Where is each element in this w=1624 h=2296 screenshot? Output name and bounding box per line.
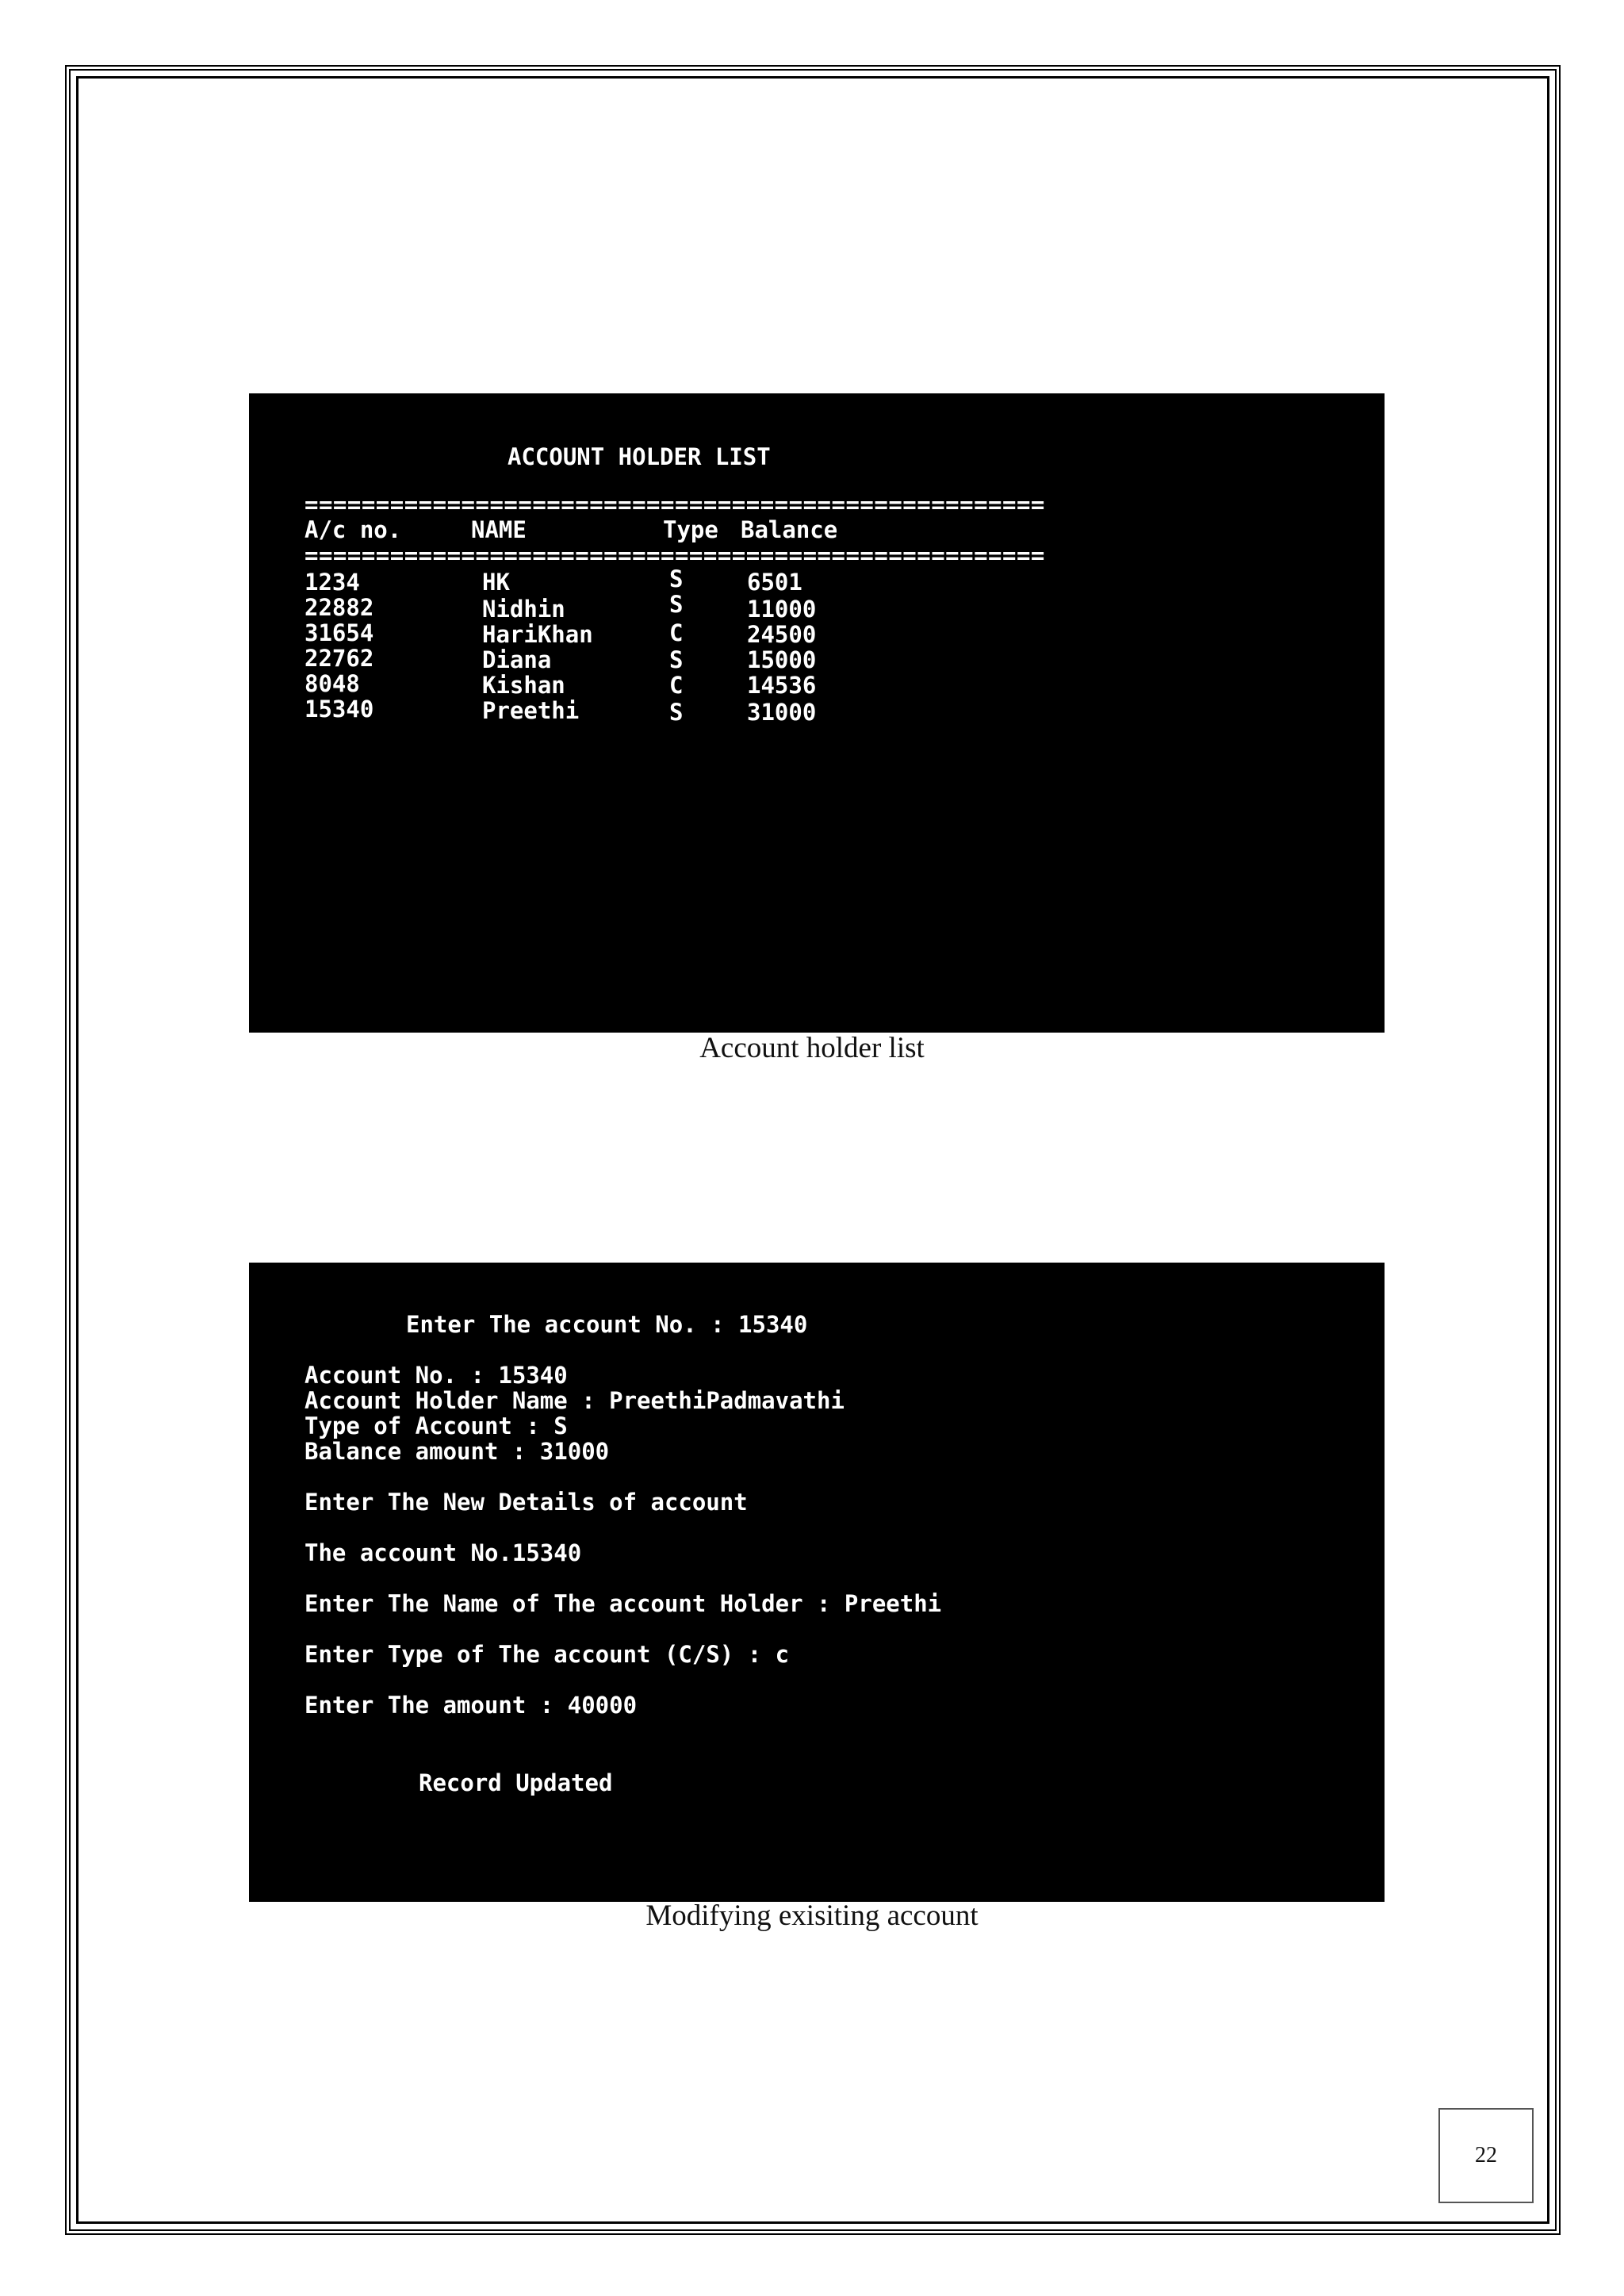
row-name: Kishan [482,672,565,699]
row-balance: 11000 [747,596,817,623]
row-type: S [669,699,684,726]
page-number [1438,2108,1534,2203]
account-holder-list-screenshot [249,393,1385,1033]
list-title: ACCOUNT HOLDER LIST [508,443,771,470]
row-acno: 31654 [304,619,374,646]
row-acno: 1234 [304,569,360,596]
row-type: C [669,672,684,699]
row-name: HariKhan [482,621,593,648]
row-balance: 31000 [747,699,817,726]
row-balance: 14536 [747,672,817,699]
console-line: Account No. : 15340 [304,1362,568,1389]
console-line: Record Updated [419,1769,613,1796]
modify-account-screenshot [249,1263,1385,1902]
console-line: Enter The Name of The account Holder : Preethi [304,1590,942,1617]
console-line: Account Holder Name : PreethiPadmavathi [304,1387,845,1414]
console-line: Enter The amount : 40000 [304,1692,638,1719]
row-name: Nidhin [482,596,565,623]
header-acno: A/c no. [304,516,402,543]
header-balance: Balance [741,516,838,543]
header-name: NAME [471,516,527,543]
console-line: Balance amount : 31000 [304,1438,610,1465]
row-name: HK [482,569,510,596]
row-name: Preethi [482,697,580,724]
row-acno: 15340 [304,696,374,723]
caption-modifying-account: Modifying exisiting account [645,1899,979,1932]
row-balance: 24500 [747,621,817,648]
row-type: C [669,619,684,646]
row-acno: 8048 [304,670,360,697]
row-type: S [669,591,684,618]
console-line: Type of Account : S [304,1412,568,1439]
page-number-text: 22 [1475,2143,1497,2168]
console-line: Enter The account No. : 15340 [406,1311,808,1338]
separator-bottom: ==================================================== [304,542,1045,569]
row-balance: 15000 [747,646,817,673]
console-line: Enter The New Details of account [304,1489,748,1516]
row-acno: 22882 [304,594,374,621]
row-balance: 6501 [747,569,802,596]
console-line: The account No.15340 [304,1539,582,1566]
row-name: Diana [482,646,552,673]
console-line: Enter Type of The account (C/S) : c [304,1641,790,1668]
row-type: S [669,646,684,673]
separator-top: ==================================================== [304,491,1045,518]
row-acno: 22762 [304,645,374,672]
row-type: S [669,565,684,592]
header-type: Type [663,516,718,543]
caption-account-holder-list: Account holder list [699,1032,925,1064]
